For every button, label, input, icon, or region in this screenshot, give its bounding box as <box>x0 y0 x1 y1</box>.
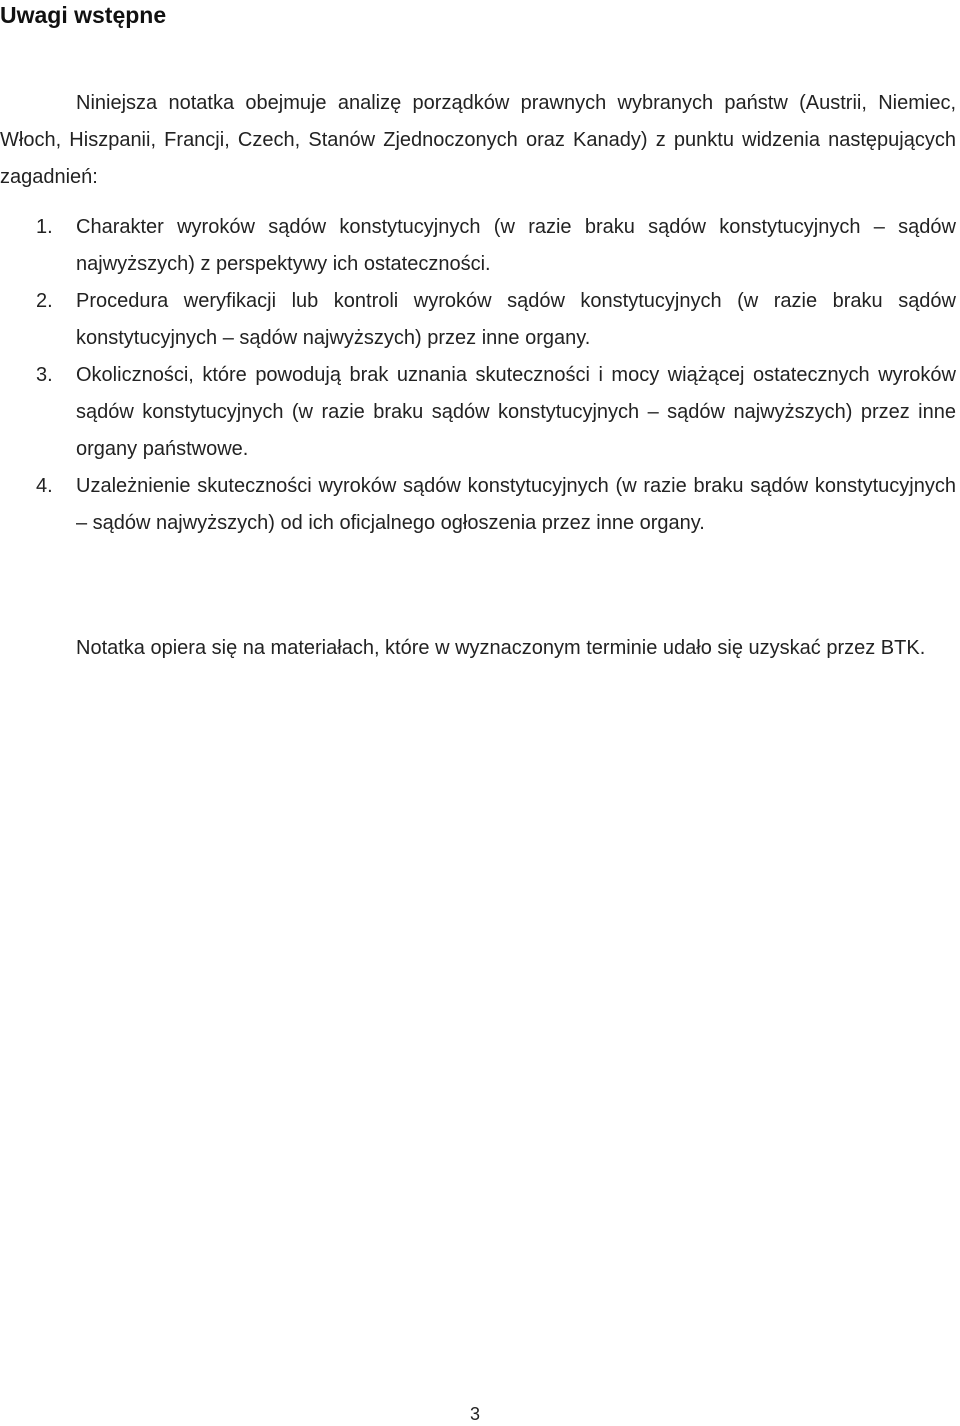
page-number: 3 <box>470 1404 481 1424</box>
intro-paragraph: Niniejsza notatka obejmuje analizę porządków prawnych wybranych państw (Austrii, Niemiec, Włoch, Hiszpanii, Francji, Czech, Stanów Zjednoczonych oraz Kanady) z punktu widzenia następujących zagadnień: <box>0 92 956 188</box>
topics-list <box>0 209 956 542</box>
list-item-text: Charakter wyroków sądów konstytucyjnych (w razie braku sądów konstytucyjnych – sądów najwyższych) z perspektywy ich ostateczności. <box>76 216 956 275</box>
list-item-number: 2. <box>36 290 53 312</box>
list-item-number: 3. <box>36 364 53 386</box>
list-item-text: Uzależnienie skuteczności wyroków sądów konstytucyjnych (w razie braku sądów konstytucyjnych – sądów najwyższych) od ich oficjalnego ogłoszenia przez inne organy. <box>76 475 956 534</box>
list-item-number: 4. <box>36 475 53 497</box>
list-item <box>0 357 956 468</box>
list-item <box>0 283 956 357</box>
list-item <box>0 209 956 283</box>
list-item-text: Procedura weryfikacji lub kontroli wyroków sądów konstytucyjnych (w razie braku sądów konstytucyjnych – sądów najwyższych) przez inne organy. <box>76 290 956 349</box>
list-item-number: 1. <box>36 216 53 238</box>
list-item-text: Okoliczności, które powodują brak uznania skuteczności i mocy wiążącej ostatecznych wyroków sądów konstytucyjnych (w razie braku sądów konstytucyjnych – sądów najwyższych) przez inne organy państwowe. <box>76 364 956 460</box>
list-item <box>0 468 956 542</box>
note-paragraph: Notatka opiera się na materiałach, które w wyznaczonym terminie udało się uzyskać przez BTK. <box>76 637 926 659</box>
section-heading: Uwagi wstępne <box>0 2 167 28</box>
